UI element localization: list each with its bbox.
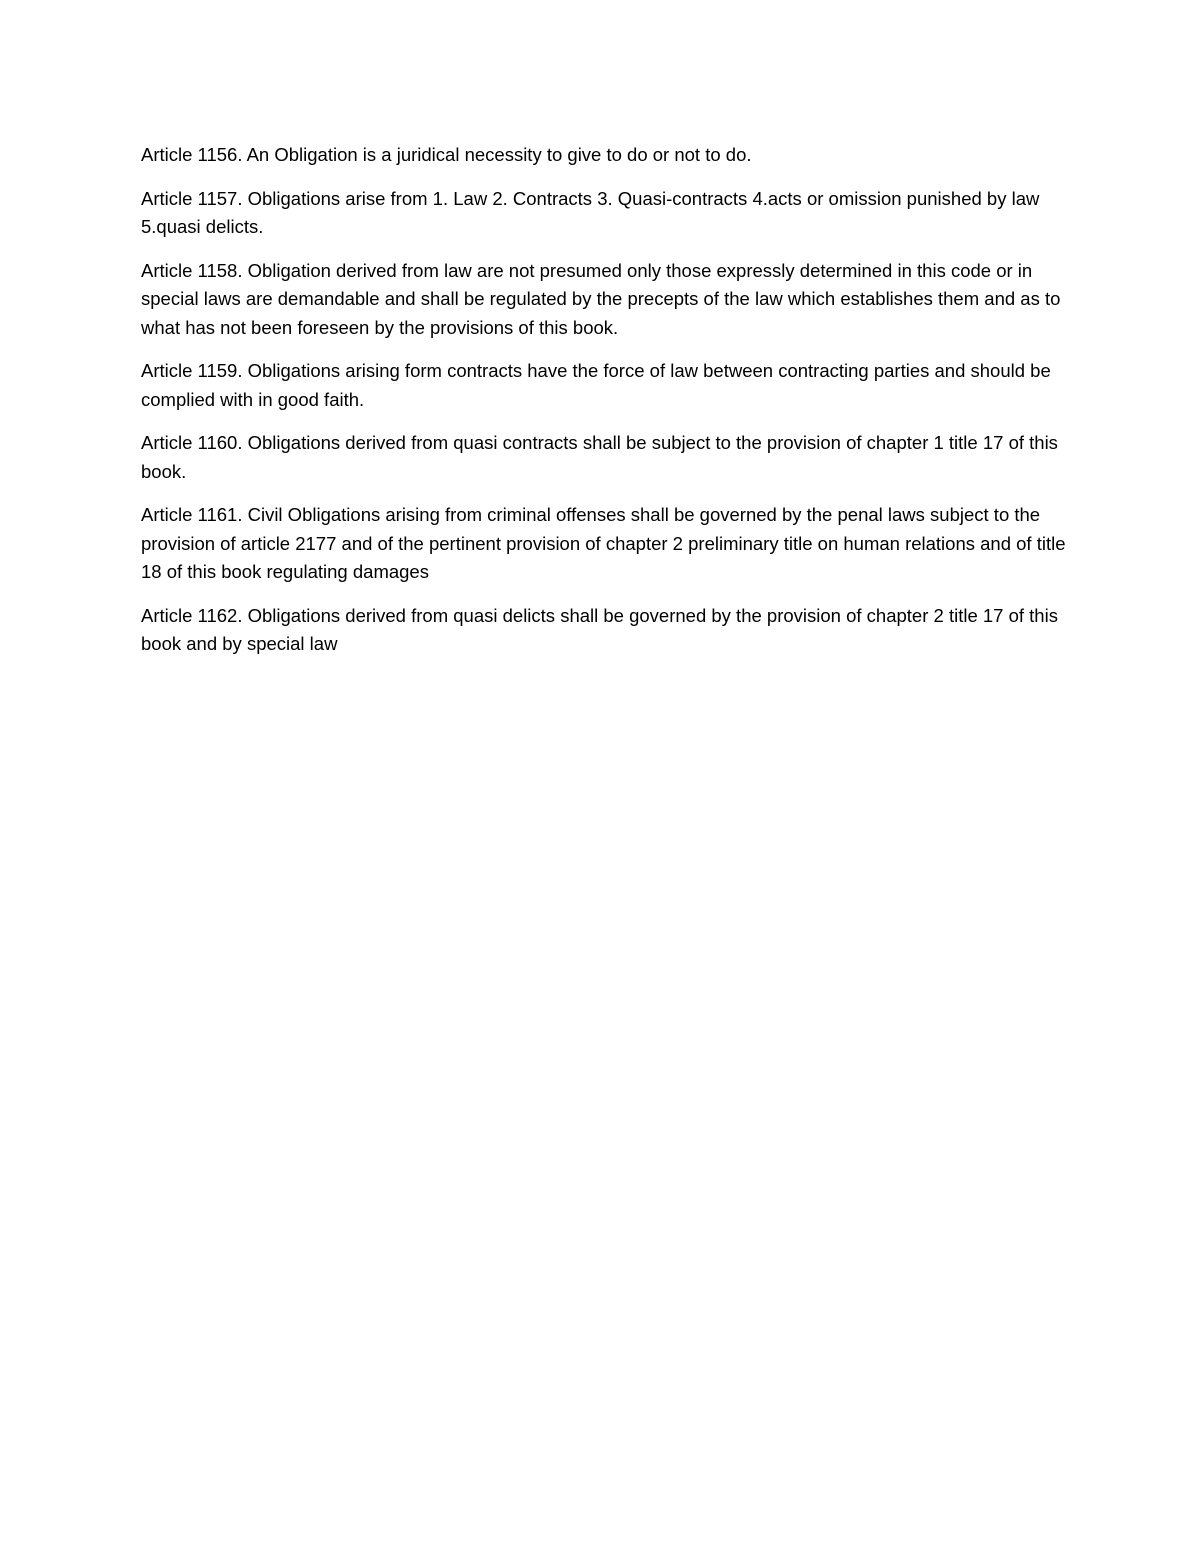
article-1162-paragraph: Article 1162. Obligations derived from quasi delicts shall be governed by the provision of chapter 2 title 17 of this book and by special law bbox=[141, 604, 1058, 654]
document-body bbox=[141, 141, 1066, 674]
article-1157-paragraph: Article 1157. Obligations arise from 1. Law 2. Contracts 3. Quasi-contracts 4.acts or omission punished by law 5.quasi delicts. bbox=[141, 187, 1040, 237]
article-1160-paragraph: Article 1160. Obligations derived from quasi contracts shall be subject to the provision of chapter 1 title 17 of this book. bbox=[141, 432, 1058, 482]
article-1156-paragraph: Article 1156. An Obligation is a juridical necessity to give to do or not to do. bbox=[141, 144, 752, 165]
article-1158-paragraph: Article 1158. Obligation derived from law are not presumed only those expressly determined in this code or in special laws are demandable and shall be regulated by the precepts of the law which establishes them and as to what has not been foreseen by the provisions of this book. bbox=[141, 259, 1061, 338]
article-1161-paragraph: Article 1161. Civil Obligations arising from criminal offenses shall be governed by the penal laws subject to the provision of article 2177 and of the pertinent provision of chapter 2 preliminary title on human relations and of title 18 of this book regulating damages bbox=[141, 504, 1066, 582]
article-1159-paragraph: Article 1159. Obligations arising form contracts have the force of law between contracting parties and should be complied with in good faith. bbox=[141, 360, 1051, 410]
